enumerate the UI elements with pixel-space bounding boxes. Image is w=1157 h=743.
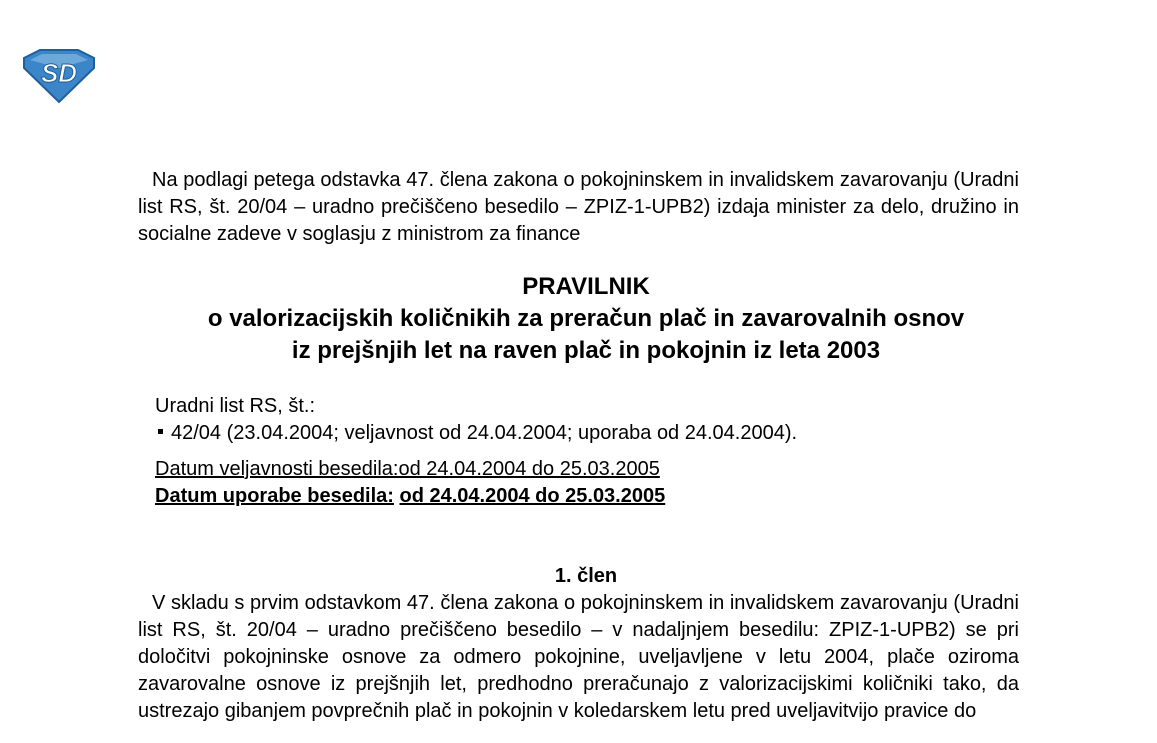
article-1-heading: 1. člen xyxy=(554,565,618,587)
validity-value: od 24.04.2004 do 25.03.2005 xyxy=(398,458,660,480)
usage-label: Datum uporabe besedila: xyxy=(155,485,394,507)
gazette-entry-row xyxy=(155,420,797,447)
gazette-label: Uradni list RS, št.: xyxy=(155,395,316,417)
title-heading: PRAVILNIK xyxy=(522,273,650,300)
gazette-reference xyxy=(155,393,797,447)
document-title xyxy=(138,271,1034,367)
usage-row xyxy=(155,483,665,510)
intro-paragraph: Na podlagi petega odstavka 47. člena zakona o pokojninskem in invalidskem zavarovanju (Uradni list RS, št. 20/04 – uradno prečiščeno besedilo – ZPIZ-1-UPB2) izdaja minister za delo, družino in socialne zadeve v soglasju z ministrom za finance xyxy=(138,169,1019,245)
title-line-2: iz prejšnjih let na raven plač in pokojnin iz leta 2003 xyxy=(291,337,881,364)
usage-value: od 24.04.2004 do 25.03.2005 xyxy=(399,485,666,507)
logo-letters: SD xyxy=(40,58,78,88)
article-1-text: V skladu s prvim odstavkom 47. člena zakona o pokojninskem in invalidskem zavarovanju (Uradni list RS, št. 20/04 – uradno prečiščeno besedilo – v nadaljnjem besedilu: ZPIZ-1-UPB2) se pri določitvi pokojninske osnove za odmero pokojnine, uveljavljene v letu 2004, plače oziroma zavarovalne osnove iz prejšnjih let, predhodno preračunajo z valorizacijskimi količniki tako, da ustrezajo gibanjem povprečnih plač in pokojnin v koledarskem letu pred uveljavitvijo pravice do xyxy=(138,592,1019,722)
text-dates xyxy=(155,456,665,510)
validity-label: Datum veljavnosti besedila: xyxy=(155,458,399,480)
gazette-entry: 42/04 (23.04.2004; veljavnost od 24.04.2004; uporaba od 24.04.2004). xyxy=(171,422,798,444)
bullet-icon xyxy=(158,429,163,434)
company-logo xyxy=(22,48,96,104)
title-line-1: o valorizacijskih količnikih za preračun plač in zavarovalnih osnov xyxy=(207,305,965,332)
validity-row xyxy=(155,456,665,483)
